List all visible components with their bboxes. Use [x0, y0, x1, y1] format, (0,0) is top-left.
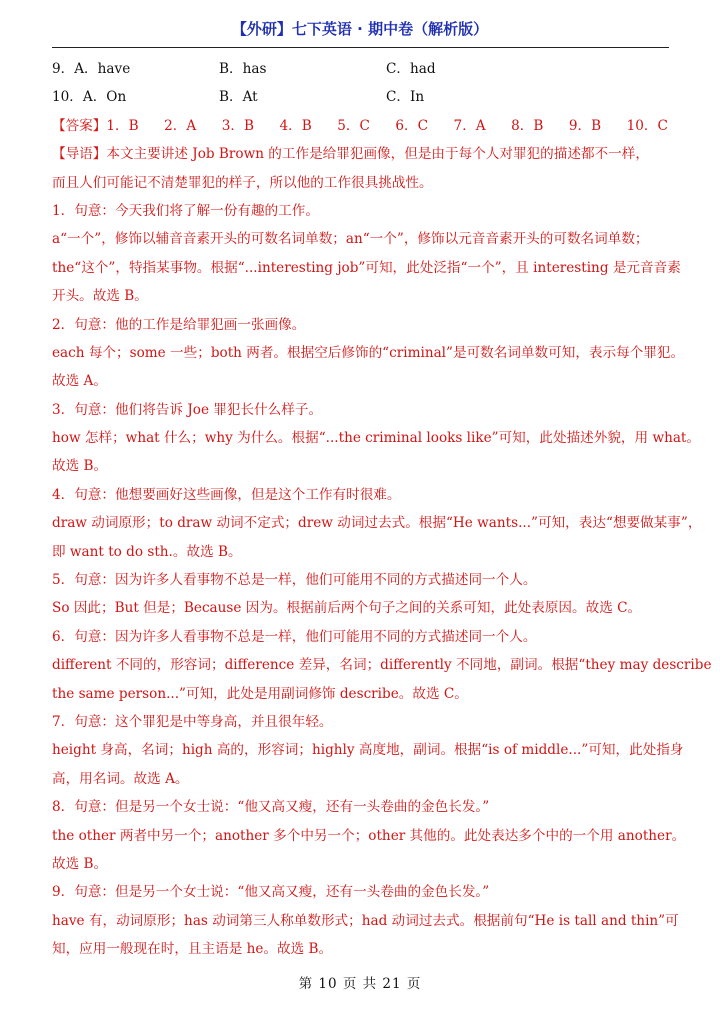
answer-item: 8．B	[511, 117, 544, 134]
sentence-meaning: 3．句意：他们将告诉 Joe 罪犯长什么样子。	[52, 401, 323, 418]
answer-item: 10．C	[626, 117, 668, 134]
answer-key	[52, 112, 668, 140]
sentence-meaning: 7．句意：这个罪犯是中等身高，并且很年轻。	[52, 713, 333, 730]
answer-item: 5．C	[337, 117, 370, 134]
explanation-line: 高，用名词。故选 A。	[52, 770, 189, 787]
explanation-line: how 怎样；what 什么；why 为什么。根据“...the criminal looks like”可知，此处描述外貌，用 what。	[52, 430, 700, 447]
answer-item: 9．B	[568, 117, 602, 134]
explanation-line: the other 两者中另一个；another 多个中另一个；other 其他的。此处表达多个中的一个用 another。	[52, 827, 686, 844]
answer-item: 7．A	[453, 117, 486, 134]
explanation-line: the same person...”可知，此处是用副词修饰 describe。故选 C。	[52, 685, 468, 702]
explanation-line: a“一个”，修饰以辅音音素开头的可数名词单数；an“一个”，修饰以元音音素开头的可数名词单数；	[52, 231, 649, 248]
answer-item: 3．B	[221, 117, 254, 134]
sentence-meaning: 8．句意：但是另一个女士说：“他又高又瘦，还有一头卷曲的金色长发。”	[52, 799, 490, 816]
explanation-line: height 身高，名词；high 高的，形容词；highly 高度地，副词。根据“is of middle...”可知，此处指身	[52, 742, 684, 759]
explanation-line: So 因此；But 但是；Because 因为。根据前后两个句子之间的关系可知，此处表原因。故选 C。	[52, 600, 642, 617]
explanation-line: 故选 A。	[52, 373, 107, 390]
explanation-line: 知，应用一般现在时，且主语是 he。故选 B。	[52, 941, 333, 958]
explanation-line: 故选 B。	[52, 458, 108, 475]
option-c: C．In	[386, 89, 425, 106]
explanation-line: 开头。故选 B。	[52, 288, 148, 305]
header-divider	[52, 47, 669, 48]
option-b: B．At	[219, 89, 258, 106]
page-header-title: 【外研】七下英语 · 期中卷（解析版）	[231, 20, 489, 38]
page-number: 第 10 页 共 21 页	[298, 976, 422, 992]
explanation-line: 故选 B。	[52, 855, 108, 872]
sentence-meaning: 9．句意：但是另一个女士说：“他又高又瘦，还有一头卷曲的金色长发。”	[52, 884, 490, 901]
explanation-line: 即 want to do sth.。故选 B。	[52, 543, 242, 560]
intro-line: 而且人们可能记不清楚罪犯的样子，所以他的工作很具挑战性。	[52, 174, 433, 191]
option-a: 10．A．On	[52, 89, 127, 106]
document-body	[52, 55, 712, 964]
answer-item: 6．C	[395, 117, 429, 134]
explanation-line: the“这个”，特指某事物。根据“...interesting job”可知，此处泛指“一个”，且 interesting 是元音音素	[52, 259, 681, 276]
explanation-line: draw 动词原形；to draw 动词不定式；drew 动词过去式。根据“He wants...”可知，表达“想要做某事”，	[52, 515, 702, 532]
intro-line: 【导语】本文主要讲述 Job Brown 的工作是给罪犯画像，但是由于每个人对罪犯的描述都不一样，	[52, 146, 649, 163]
option-row-9	[52, 55, 672, 83]
sentence-meaning: 4．句意：他想要画好这些画像，但是这个工作有时很难。	[52, 486, 401, 503]
option-row-10	[52, 83, 672, 111]
explanation-line: each 每个；some 一些；both 两者。根据空后修饰的“criminal”是可数名词单数可知，表示每个罪犯。	[52, 344, 685, 361]
answer-label: 【答案】1．B	[52, 117, 139, 134]
explanation-line: different 不同的，形容词；difference 差异，名词；differently 不同地，副词。根据“they may describe	[52, 657, 712, 674]
sentence-meaning: 6．句意：因为许多人看事物不总是一样，他们可能用不同的方式描述同一个人。	[52, 628, 537, 645]
sentence-meaning: 1．句意：今天我们将了解一份有趣的工作。	[52, 202, 319, 219]
option-b: B．has	[219, 61, 267, 77]
sentence-meaning: 2．句意：他的工作是给罪犯画一张画像。	[52, 316, 306, 333]
answer-item: 2．A	[164, 117, 197, 134]
sentence-meaning: 5．句意：因为许多人看事物不总是一样，他们可能用不同的方式描述同一个人。	[52, 572, 537, 589]
answer-item: 4．B	[279, 117, 312, 134]
option-a: 9．A．have	[52, 61, 131, 77]
option-c: C．had	[386, 61, 436, 77]
explanation-line: have 有，动词原形；has 动词第三人称单数形式；had 动词过去式。根据前句“He is tall and thin”可	[52, 912, 679, 929]
